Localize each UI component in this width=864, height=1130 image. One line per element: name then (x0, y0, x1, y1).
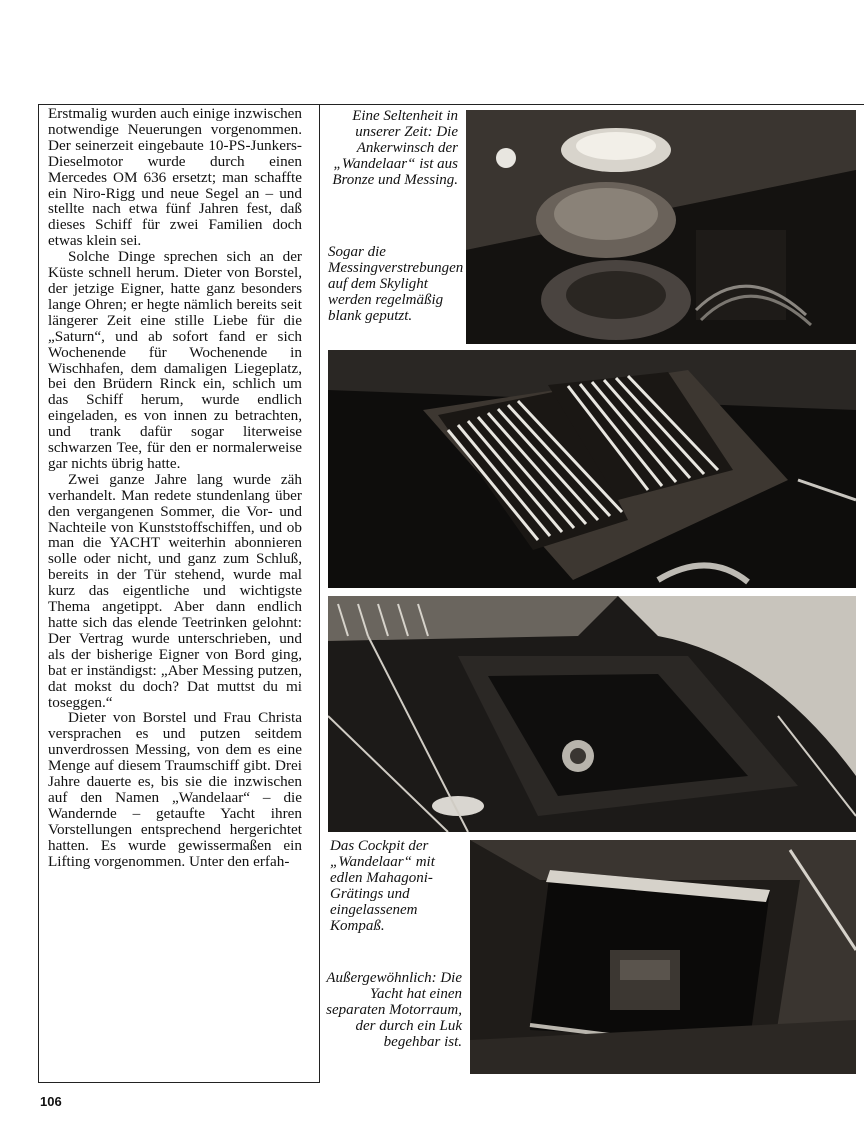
article-body-column (48, 106, 302, 1078)
paragraph-4: Dieter von Borstel und Frau Christa versprachen es und putzen seitdem unverdrossen Messing, von dem es eine Menge auf diesem Traumschiff gibt. Drei Jahre dauerte es, bis sie die inzwischen auf den Namen „Wandelaar“ – die Wandernde – getaufte Yacht ihren Vorstellungen entsprechend hergerichtet hatten. Es wurde gewissermaßen ein Lifting vorgenommen. Unter den erfah- (48, 709, 302, 870)
page-number: 106 (40, 1094, 62, 1109)
caption-anchor-winch: Eine Seltenheit in unserer Zeit: Die Ankerwinsch der „Wandelaar“ ist aus Bronze und Messing. (332, 108, 458, 188)
photo-skylight (328, 350, 856, 588)
photo-engine-room (470, 840, 856, 1074)
column-rule (319, 104, 320, 1082)
frame-top-rule (38, 104, 864, 105)
paragraph-3: Zwei ganze Jahre lang wurde zäh verhandelt. Man redete stundenlang über den vergangenen Sommer, die Vor- und Nachteile von Kunststoffschiffen, und ob man die YACHT weiterhin abonnieren solle oder nicht, und ganz zum Schluß, bereits in der Tür stehend, wurde mal kurz das eigentliche und wichtigste Thema angetippt. Aber dann endlich hatte sich das elende Teetrinken gelohnt: Der Vertrag wurde unterschrieben, und als der bisherige Eigner von Bord ging, bat er inständigst: „Aber Messing putzen, dat mokst du doch? Dat muttst du mi toseggen.“ (48, 470, 302, 711)
engine-room-image (470, 840, 856, 1074)
paragraph-1: Erstmalig wurden auch einige inzwischen notwendige Neuerungen vorgenommen. Der seinerzeit eingebaute 10-PS-Junkers-Dieselmotor wurde durch einen Mercedes OM 636 ersetzt; man schaffte ein Niro-Rigg und neue Segel an – und stellte nach etwa fünf Jahren fest, daß dieses Schiff für zwei Familien doch etwas klein sei. (48, 106, 302, 250)
skylight-image (328, 350, 856, 588)
caption-engine-room: Außergewöhnlich: Die Yacht hat einen separaten Motorraum, der durch ein Luk begehbar ist. (326, 970, 462, 1050)
frame-bottom-rule (38, 1082, 320, 1083)
photo-anchor-winch (466, 110, 856, 344)
paragraph-2: Solche Dinge sprechen sich an der Küste schnell herum. Dieter von Borstel, der jetzige Eigner, hatte ganz besonders lange Ohren; er hegte nämlich bereits seit längerer Zeit eine stille Liebe für die „Saturn“, und ab sofort fand er sich Wochenende für Wochenende in Wischhafen, dem damaligen Liegeplatz, bei den Brüdern Rinck ein, schlich um das Schiff herum, wurde endlich eingeladen, es von innen zu betrachten, und trank dafür sogar literweise schwarzen Tee, für den er normalerweise gar nichts übrig hatte. (48, 248, 302, 472)
anchor-winch-image (466, 110, 856, 344)
frame-left-rule (38, 104, 39, 1082)
caption-cockpit: Das Cockpit der „Wandelaar“ mit edlen Mahagoni-Grätings und eingelassenem Kompaß. (330, 838, 435, 934)
caption-skylight: Sogar die Messingverstrebungen auf dem Skylight werden regelmäßig blank geputzt. (328, 244, 464, 324)
cockpit-image (328, 596, 856, 832)
photo-cockpit (328, 596, 856, 832)
